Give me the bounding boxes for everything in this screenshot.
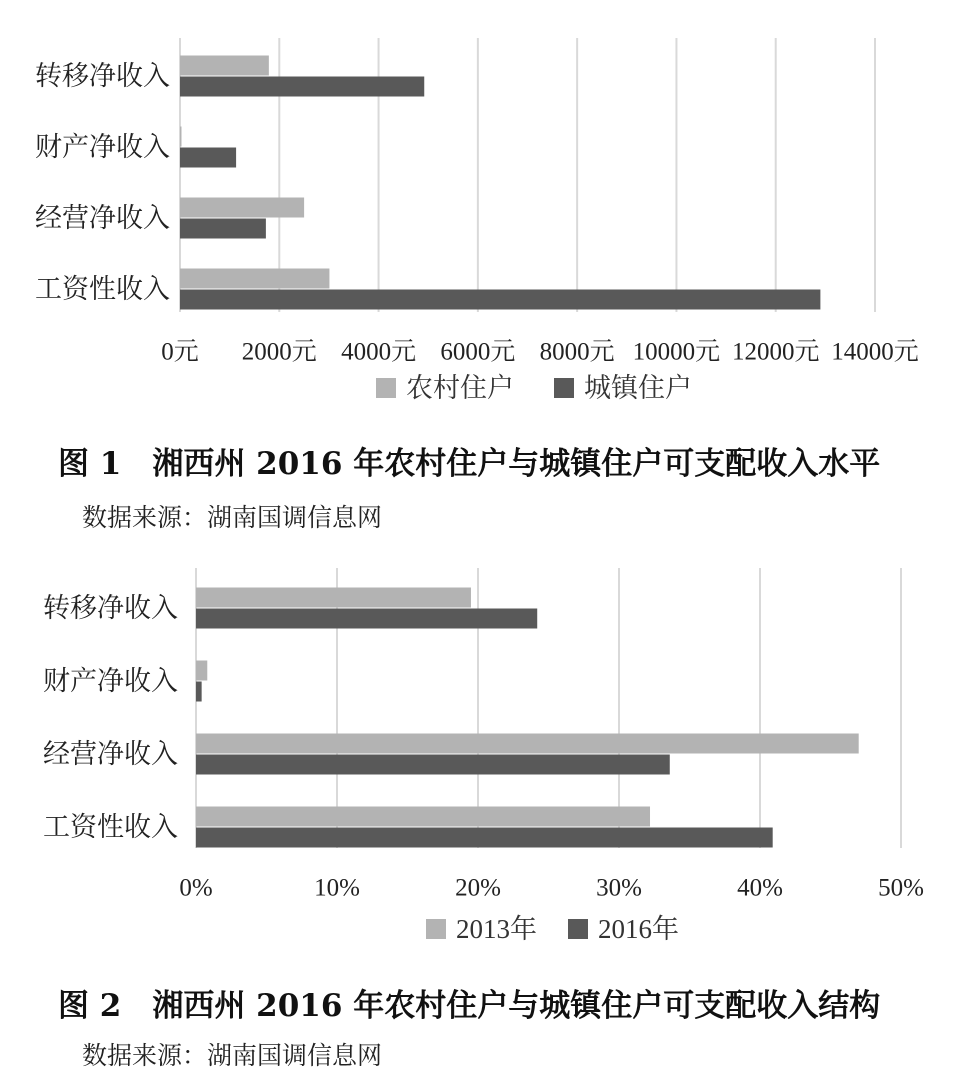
c1-bar-series2 [180, 77, 424, 97]
c2-bar-series2 [196, 828, 773, 848]
figure2-source: 数据来源：湖南国调信息网 [82, 1041, 383, 1070]
c1-legend-label: 城镇住户 [584, 373, 692, 403]
c1-bar-series2 [180, 290, 820, 310]
c1-bar-series1 [180, 269, 329, 289]
chart-income-level [0, 0, 964, 430]
figure1-caption: 图 1 湘西州 2016 年农村住户与城镇住户可支配收入水平 [58, 446, 881, 482]
c1-category-label: 经营净收入 [35, 203, 170, 233]
c2-bar-series1 [196, 807, 650, 827]
c1-x-tick-label: 0元 [161, 338, 199, 366]
c1-bar-series1 [180, 198, 304, 218]
c1-x-tick-label: 4000元 [341, 338, 417, 366]
c2-legend-label: 2013年 [456, 914, 537, 944]
c2-x-tick-label: 30% [596, 874, 642, 902]
c2-category-label: 工资性收入 [43, 812, 178, 842]
c2-x-tick-label: 0% [179, 874, 213, 902]
c1-x-tick-label: 14000元 [831, 338, 919, 366]
figure2-caption: 图 2 湘西州 2016 年农村住户与城镇住户可支配收入结构 [58, 988, 881, 1024]
c2-bar-series1 [196, 661, 207, 681]
c2-bar-series2 [196, 609, 537, 629]
c2-legend-swatch [568, 919, 588, 939]
c2-legend-swatch [426, 919, 446, 939]
c1-x-tick-label: 10000元 [632, 338, 721, 366]
c2-bar-series1 [196, 734, 859, 754]
c1-bar-series2 [180, 219, 266, 239]
c1-bar-series1 [180, 127, 181, 147]
c1-x-tick-label: 2000元 [241, 338, 317, 366]
figure1-source: 数据来源：湖南国调信息网 [82, 503, 383, 532]
c1-category-label: 财产净收入 [35, 132, 170, 162]
c1-x-tick-label: 6000元 [440, 338, 516, 366]
c2-bar-series2 [196, 682, 202, 702]
c2-category-label: 转移净收入 [43, 593, 178, 623]
c2-category-label: 经营净收入 [43, 739, 178, 769]
c2-category-label: 财产净收入 [43, 666, 178, 696]
c1-category-label: 工资性收入 [35, 274, 170, 304]
c1-legend-swatch [554, 378, 574, 398]
c2-x-tick-label: 20% [455, 874, 501, 902]
c2-x-tick-label: 40% [737, 874, 783, 902]
c1-category-label: 转移净收入 [35, 61, 170, 91]
c1-legend-swatch [376, 378, 396, 398]
chart-income-structure [0, 548, 964, 968]
c1-x-tick-label: 8000元 [539, 338, 615, 366]
c2-x-tick-label: 10% [314, 874, 360, 902]
c1-bar-series1 [180, 56, 269, 76]
c1-bar-series2 [180, 148, 236, 168]
c2-x-tick-label: 50% [878, 874, 924, 902]
c1-legend-label: 农村住户 [406, 373, 514, 403]
c1-x-tick-label: 12000元 [731, 338, 820, 366]
c2-legend-label: 2016年 [598, 914, 679, 944]
c2-bar-series2 [196, 755, 670, 775]
c2-bar-series1 [196, 588, 471, 608]
